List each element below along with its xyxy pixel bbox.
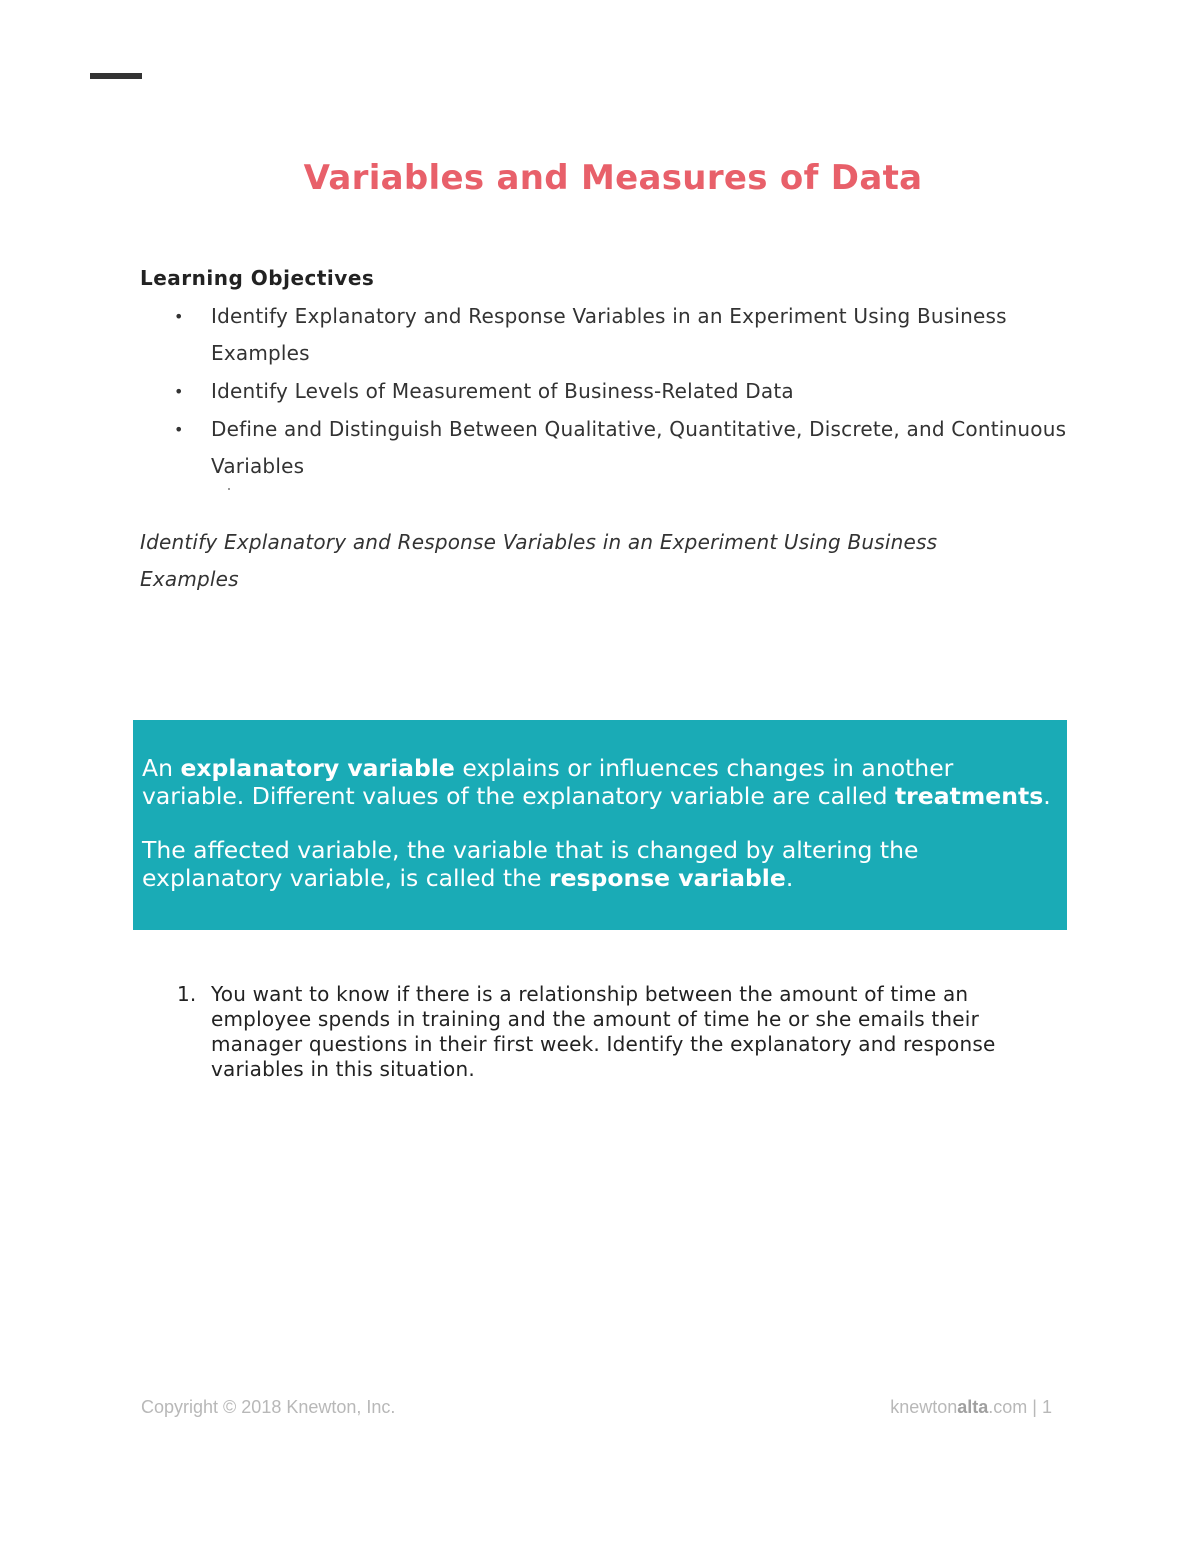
objectives-list	[140, 298, 1080, 485]
objective-text: Identify Explanatory and Response Variables in an Experiment Using Business Examples	[211, 304, 1007, 365]
definition-text: The affected variable, the variable that is changed by altering the explanatory variable, is called the	[142, 836, 919, 892]
definition-box	[133, 720, 1067, 930]
list-item	[140, 411, 1080, 485]
corner-accent-bar	[90, 73, 142, 79]
list-item	[140, 373, 1080, 410]
section-heading: Identify Explanatory and Response Variables in an Experiment Using Business Examples	[140, 530, 938, 591]
learning-objectives	[140, 266, 1080, 486]
definition-text: .	[1043, 782, 1051, 810]
definition-text: .	[785, 864, 794, 892]
footer-copyright: Copyright © 2018 Knewton, Inc.	[141, 1397, 396, 1417]
question-number: 1.	[177, 982, 197, 1006]
definition-term: response variable	[548, 864, 786, 892]
objectives-heading: Learning Objectives	[140, 266, 375, 290]
footer-page-number: .com | 1	[988, 1397, 1052, 1417]
footer-brand-text: knewton	[890, 1397, 958, 1417]
list-item	[140, 982, 1070, 1082]
definition-term: treatments	[894, 782, 1044, 810]
definition-text: explains or influences changes in another variable. Different values of the explanatory variable are called	[142, 754, 954, 810]
objective-text: Identify Levels of Measurement of Business-Related Data	[211, 379, 794, 403]
page-title: Variables and Measures of Data	[303, 158, 923, 198]
bullet-icon: •	[174, 307, 184, 326]
footer-brand-bold: alta	[957, 1397, 989, 1417]
list-item	[140, 298, 1080, 372]
definition-text: An	[142, 754, 181, 782]
footer-brand	[890, 1397, 1052, 1418]
question-text: You want to know if there is a relationship between the amount of time an employee spends in training and the amount of time he or she emails their manager questions in their first week. Identify the explanatory and response variables in this situation.	[211, 982, 996, 1081]
bullet-icon: •	[174, 382, 184, 401]
stray-mark	[228, 488, 230, 490]
bullet-icon: •	[174, 420, 184, 439]
definition-term: explanatory variable	[180, 754, 455, 782]
question-list	[140, 982, 1070, 1082]
objective-text: Define and Distinguish Between Qualitative, Quantitative, Discrete, and Continuous Variables	[211, 417, 1067, 478]
definition-paragraph-1	[142, 754, 1057, 810]
definition-paragraph-2	[142, 836, 1057, 892]
